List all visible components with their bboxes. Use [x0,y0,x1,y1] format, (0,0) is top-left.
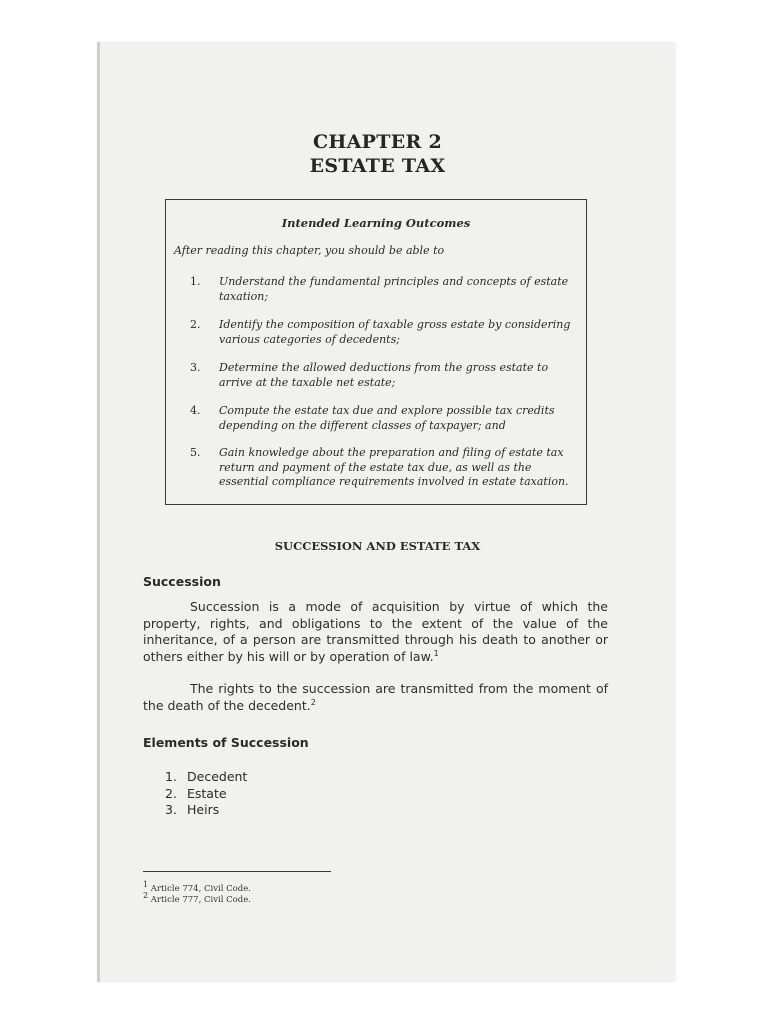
succession-heading: Succession [143,574,221,589]
learning-outcome-item [190,318,575,347]
list-item [165,786,247,803]
list-item-number: 2. [165,785,177,801]
elements-list [165,769,247,819]
learning-outcome-number: 4. [190,404,201,417]
learning-outcome-text: Understand the fundamental principles and concepts of estate taxation; [219,275,569,303]
chapter-number: CHAPTER 2 [312,131,443,153]
footnote-mark: 1 [143,880,149,890]
elements-heading: Elements of Succession [143,735,309,750]
learning-outcome-number: 2. [190,318,201,331]
learning-outcome-item [190,361,575,390]
list-item-number: 1. [165,769,177,784]
footnote-ref: 1 [433,648,439,658]
list-item-text: Estate [187,785,227,801]
learning-outcome-item [190,404,575,433]
learning-outcomes-heading: Intended Learning Outcomes [281,216,471,230]
succession-rights-text: The rights to the succession are transmitted from the moment of the death of the decedent. [143,681,608,713]
learning-outcome-text: Compute the estate tax due and explore possible tax credits depending on the different classes of taxpayer; and [219,404,555,432]
list-item-text: Decedent [187,769,248,784]
list-item [165,769,247,786]
footnote-text: Article 774, Civil Code. [150,884,251,894]
list-item-text: Heirs [187,802,220,817]
learning-outcome-text: Gain knowledge about the preparation and filing of estate tax return and payment of the estate tax due, as well as the essential compliance requirements involved in estate taxation. [219,446,569,488]
learning-outcome-number: 5. [190,446,201,459]
learning-outcome-item [190,275,575,304]
footnote-ref: 2 [310,697,316,707]
learning-outcome-number: 3. [190,361,201,374]
succession-rights-paragraph [143,681,608,714]
section-heading: SUCCESSION AND ESTATE TAX [274,539,481,553]
footnote-text: Article 777, Civil Code. [150,895,251,905]
succession-paragraph [143,599,608,665]
chapter-title: ESTATE TAX [309,155,446,177]
footnote-divider [143,871,331,872]
list-item [165,802,247,819]
footnote [143,880,251,894]
list-item-number: 3. [165,802,177,817]
book-page [97,42,675,982]
learning-outcomes-intro: After reading this chapter, you should be able to [174,244,445,257]
learning-outcome-text: Determine the allowed deductions from the gross estate to arrive at the taxable net estate; [219,361,549,389]
learning-outcome-text: Identify the composition of taxable gross estate by considering various categories of decedents; [219,318,571,346]
footnote [143,891,251,905]
succession-paragraph-text: Succession is a mode of acquisition by virtue of which the property, rights, and obligations to the extent of the value of the inheritance, of a person are transmitted through his death to another or others either by his will or by operation of law. [143,599,608,664]
learning-outcomes-box [165,199,587,505]
learning-outcome-number: 1. [190,275,201,288]
learning-outcome-item [190,446,575,490]
footnote-mark: 2 [143,891,149,901]
